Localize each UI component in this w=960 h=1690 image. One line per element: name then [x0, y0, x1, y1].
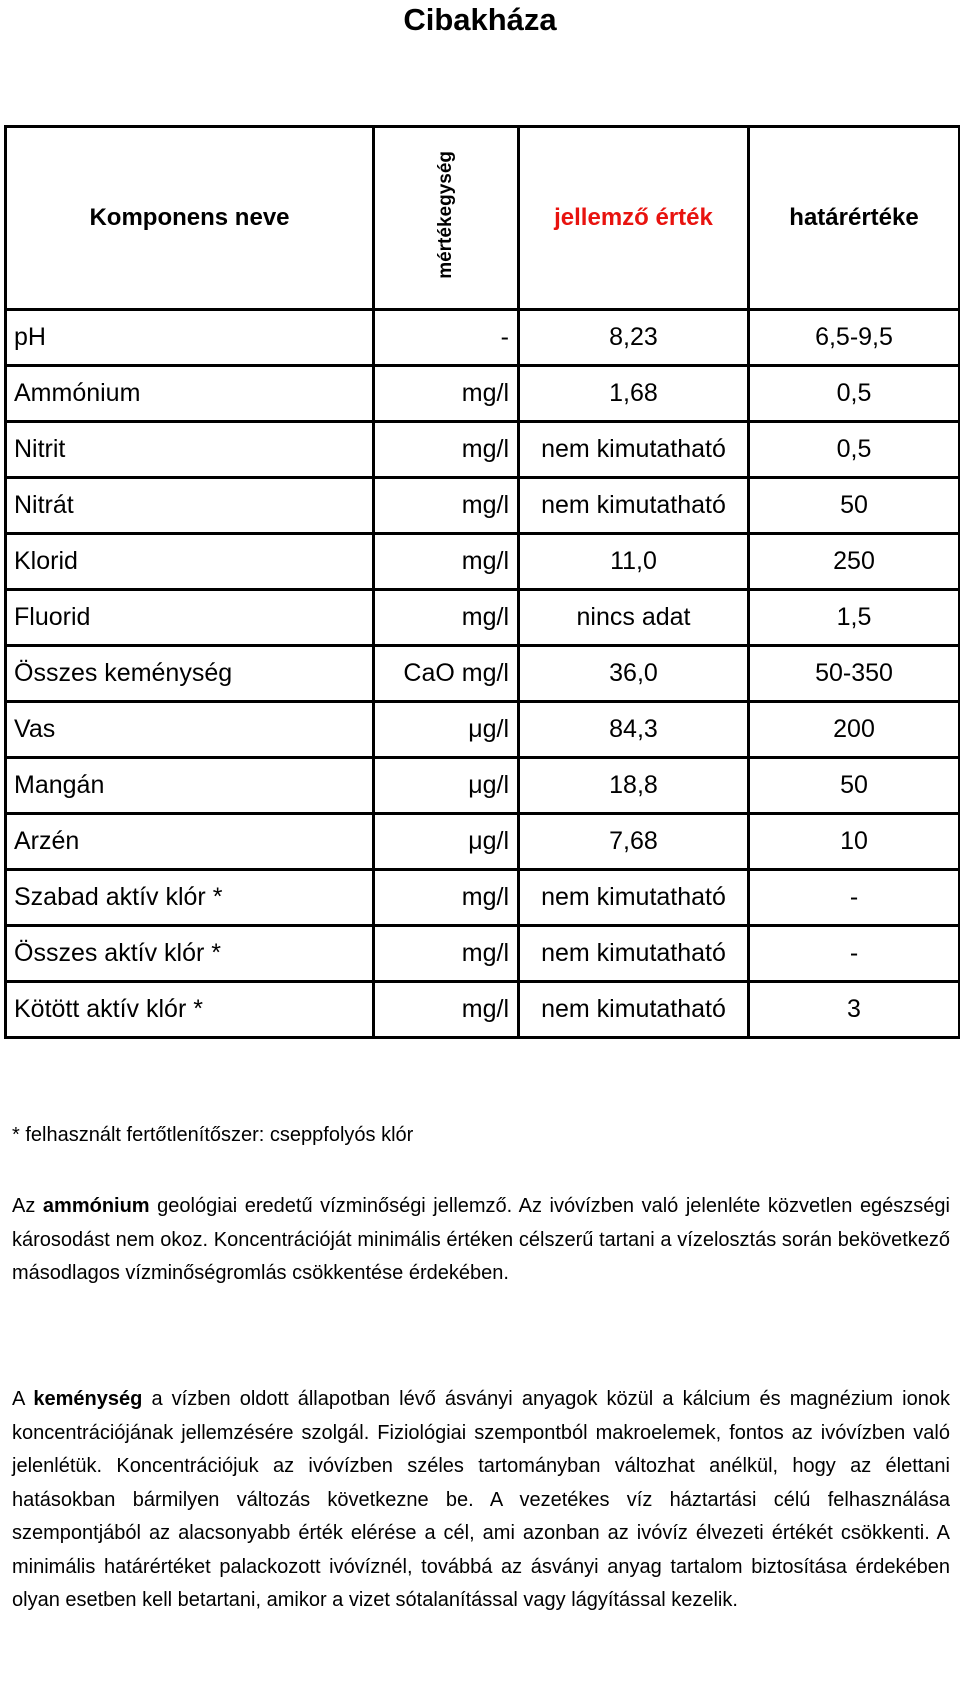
- value-cell: 1,68: [519, 366, 749, 422]
- table-header-row: [6, 127, 960, 310]
- unit-cell: -: [374, 310, 519, 366]
- component-name-cell: Vas: [6, 702, 374, 758]
- header-typical-value: jellemző érték: [519, 127, 749, 310]
- paragraph-hardness-keyword: keménység: [33, 1388, 143, 1410]
- component-name-cell: Nitrit: [6, 422, 374, 478]
- table-row: [6, 310, 960, 366]
- value-cell: nem kimutatható: [519, 982, 749, 1038]
- water-quality-table: [4, 125, 960, 1039]
- component-name-cell: Fluorid: [6, 590, 374, 646]
- paragraph-hardness: [12, 1383, 950, 1618]
- table-row: [6, 982, 960, 1038]
- table-row: [6, 702, 960, 758]
- unit-cell: mg/l: [374, 926, 519, 982]
- table-row: [6, 534, 960, 590]
- table-row: [6, 646, 960, 702]
- limit-cell: -: [749, 926, 960, 982]
- paragraph-hardness-text: a vízben oldott állapotban lévő ásványi anyagok közül a kálcium és magnézium ionok koncentrációjának jellemzésére szolgál. Fiziológiai szempontból makroelemek, fontos az ivóvízben való jelenlétük. Koncentrációjuk az ivóvízben széles tartományban változhat anélkül, hogy az élettani hatásokban bármilyen változás következne be. A vezetékes víz háztartási célú felhasználása szempontjából az alacsonyabb érték elérése a cél, ami azonban az ivóvíz élvezeti értékét csökkenti. A minimális határértéket palackozott ivóvíznél, továbbá az ásványi anyag tartalom biztosítása érdekében olyan esetben kell betartani, amikor a vizet sótalanítással vagy lágyítással kezelik.: [12, 1388, 950, 1611]
- limit-cell: 50-350: [749, 646, 960, 702]
- unit-cell: mg/l: [374, 534, 519, 590]
- unit-cell: μg/l: [374, 814, 519, 870]
- header-unit: [374, 127, 519, 310]
- limit-cell: 200: [749, 702, 960, 758]
- component-name-cell: Összes aktív klór *: [6, 926, 374, 982]
- paragraph-hardness-lead: A: [12, 1388, 25, 1410]
- unit-cell: CaO mg/l: [374, 646, 519, 702]
- limit-cell: 0,5: [749, 366, 960, 422]
- unit-cell: mg/l: [374, 422, 519, 478]
- footnote: * felhasznált fertőtlenítőszer: cseppfolyós klór: [12, 1124, 414, 1146]
- value-cell: 36,0: [519, 646, 749, 702]
- unit-cell: μg/l: [374, 702, 519, 758]
- unit-cell: mg/l: [374, 366, 519, 422]
- header-unit-label: mértékegység: [435, 150, 456, 279]
- header-limit: határértéke: [749, 127, 960, 310]
- limit-cell: 10: [749, 814, 960, 870]
- unit-cell: μg/l: [374, 758, 519, 814]
- component-name-cell: Ammónium: [6, 366, 374, 422]
- value-cell: nem kimutatható: [519, 926, 749, 982]
- paragraph-ammonium-keyword: ammónium: [42, 1195, 150, 1217]
- table-row: [6, 590, 960, 646]
- unit-cell: mg/l: [374, 590, 519, 646]
- table-row: [6, 870, 960, 926]
- table-row: [6, 814, 960, 870]
- value-cell: 8,23: [519, 310, 749, 366]
- component-name-cell: Klorid: [6, 534, 374, 590]
- unit-cell: mg/l: [374, 870, 519, 926]
- value-cell: nincs adat: [519, 590, 749, 646]
- paragraph-ammonium-text: geológiai eredetű vízminőségi jellemző. Az ivóvízben való jelenléte közvetlen egészségi károsodást nem okoz. Koncentrációját minimális értéken célszerű tartani a vízelosztás során bekövetkező másodlagos vízminőségromlás csökkentése érdekében.: [12, 1195, 950, 1284]
- table-body: [6, 310, 960, 1038]
- limit-cell: 50: [749, 478, 960, 534]
- value-cell: 11,0: [519, 534, 749, 590]
- value-cell: nem kimutatható: [519, 422, 749, 478]
- limit-cell: 1,5: [749, 590, 960, 646]
- table-row: [6, 422, 960, 478]
- limit-cell: -: [749, 870, 960, 926]
- limit-cell: 3: [749, 982, 960, 1038]
- unit-cell: mg/l: [374, 982, 519, 1038]
- value-cell: 18,8: [519, 758, 749, 814]
- unit-cell: mg/l: [374, 478, 519, 534]
- component-name-cell: Nitrát: [6, 478, 374, 534]
- limit-cell: 250: [749, 534, 960, 590]
- paragraph-ammonium: [12, 1190, 950, 1291]
- value-cell: nem kimutatható: [519, 478, 749, 534]
- page-title: Cibakháza: [403, 2, 557, 37]
- component-name-cell: pH: [6, 310, 374, 366]
- table-row: [6, 758, 960, 814]
- table-row: [6, 926, 960, 982]
- limit-cell: 0,5: [749, 422, 960, 478]
- limit-cell: 6,5-9,5: [749, 310, 960, 366]
- component-name-cell: Szabad aktív klór *: [6, 870, 374, 926]
- table-row: [6, 366, 960, 422]
- limit-cell: 50: [749, 758, 960, 814]
- value-cell: 7,68: [519, 814, 749, 870]
- value-cell: nem kimutatható: [519, 870, 749, 926]
- header-component-name: Komponens neve: [6, 127, 374, 310]
- table-row: [6, 478, 960, 534]
- component-name-cell: Összes keménység: [6, 646, 374, 702]
- component-name-cell: Arzén: [6, 814, 374, 870]
- component-name-cell: Kötött aktív klór *: [6, 982, 374, 1038]
- value-cell: 84,3: [519, 702, 749, 758]
- paragraph-ammonium-lead: Az: [12, 1195, 36, 1217]
- component-name-cell: Mangán: [6, 758, 374, 814]
